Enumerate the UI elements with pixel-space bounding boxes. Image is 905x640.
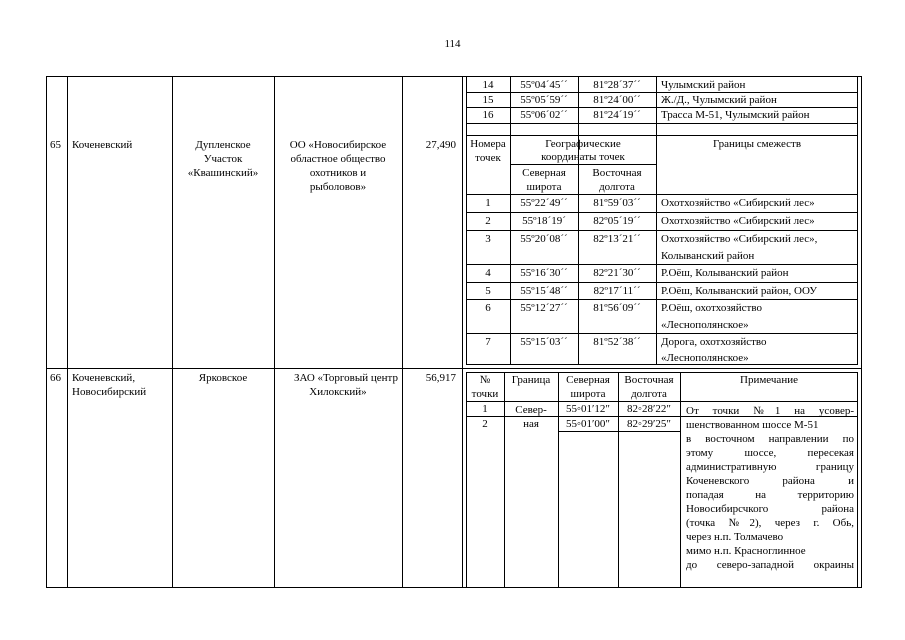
north-latitude: 55º12´27´´: [520, 302, 568, 314]
coord-row-line: [466, 264, 858, 265]
point-number: 15: [482, 94, 494, 106]
col-line: [462, 76, 463, 588]
north-latitude: 55º05´59´´: [520, 94, 568, 106]
north-latitude: 55º20´08´´: [520, 233, 568, 245]
header-geo: Географические: [545, 138, 621, 150]
note-line: От точки №1 на усовер-: [686, 405, 854, 417]
coord-row-line: [466, 333, 858, 334]
north-latitude: 55º06´02´´: [520, 109, 568, 121]
header-geo: координаты точек: [541, 151, 625, 163]
row65-area-line: Участок: [203, 153, 243, 165]
point-number: 3: [485, 233, 491, 245]
north-latitude: 55◦01′00″: [566, 418, 610, 430]
header-points: точек: [475, 152, 501, 164]
east-longitude: 82◦29′25″: [627, 418, 671, 430]
east-longitude: 81º24´19´´: [593, 109, 641, 121]
row65-district: Коченевский: [72, 139, 133, 151]
coord-row-line: [558, 431, 680, 432]
header-north: Северная: [566, 374, 610, 386]
row66-district: Коченевский,: [72, 372, 136, 384]
row66-user-line: ЗАО «Торговый центр: [293, 372, 398, 384]
coord-row-line: [466, 123, 858, 124]
border-description: Чулымский район: [661, 79, 746, 91]
header-east: Восточная: [624, 374, 674, 386]
point-number: 6: [485, 302, 491, 314]
row65-size: 27,490: [425, 139, 456, 151]
border-description: Р.Оёш, Колыванский район, ООУ: [661, 285, 818, 297]
row66-size: 56,917: [425, 372, 456, 384]
north-latitude: 55º22´49´´: [520, 197, 568, 209]
row65-number: 65: [50, 139, 61, 151]
border-description: Ж./Д., Чулымский район: [661, 94, 777, 106]
header-north: широта: [526, 181, 562, 193]
coord-row-line: [466, 299, 858, 300]
header-border: Граница: [511, 374, 551, 386]
north-latitude: 55º18´19´: [522, 215, 566, 227]
east-longitude: 81º24´00´´: [593, 94, 641, 106]
coord-row-line: [466, 212, 858, 213]
border-description: Трасса М-51, Чулымский район: [661, 109, 810, 121]
note-line: попадая на территорию: [686, 489, 854, 501]
border-type: ная: [523, 418, 539, 430]
note-line: Коченевского района и: [686, 475, 854, 487]
east-longitude: 81º52´38´´: [593, 336, 641, 348]
header-points: Номера: [470, 138, 506, 150]
border-description: Охотхозяйство «Сибирский лес»: [661, 215, 815, 227]
note-line: шенствованном шоссе М-51: [686, 419, 819, 431]
row66-number: 66: [50, 372, 61, 384]
note-line: в восточном направлении по: [686, 433, 854, 445]
point-number: 2: [485, 215, 491, 227]
coord-col-line: [656, 76, 657, 365]
coord-row-line: [466, 230, 858, 231]
point-number: 14: [482, 79, 494, 91]
border-description: Р.Оёш, охотхозяйство: [661, 302, 762, 314]
col-line: [67, 76, 68, 588]
border-description: Р.Оёш, Колыванский район: [661, 267, 789, 279]
row65-area-line: «Квашинский»: [187, 167, 259, 179]
header-border: Границы смежеств: [712, 138, 802, 150]
coord-col-line: [680, 372, 681, 588]
coord-row-line: [466, 282, 858, 283]
east-longitude: 82º05´19´´: [593, 215, 641, 227]
north-latitude: 55º15´03´´: [520, 336, 568, 348]
border-type: Север-: [515, 404, 547, 416]
point-number: 4: [485, 267, 491, 279]
border-description: «Леснополянское»: [661, 319, 749, 331]
north-latitude: 55º04´45´´: [520, 79, 568, 91]
row66-district: Новосибирский: [72, 386, 147, 398]
point-number: 1: [482, 403, 488, 415]
note-line: Новосибирсчкого района: [686, 503, 854, 515]
row65-area-line: Дупленское: [195, 139, 251, 151]
header-north: Северная: [522, 167, 566, 179]
east-longitude: 81º56´09´´: [593, 302, 641, 314]
header-east: Восточная: [592, 167, 642, 179]
page-number: 114: [444, 38, 461, 50]
point-number: 1: [485, 197, 491, 209]
east-longitude: 82º17´11´´: [593, 285, 641, 297]
row65-user-line: ОО «Новосибирское: [289, 139, 387, 151]
note-line: (точка №2), через г. Обь,: [686, 517, 854, 529]
border-description: Колыванский район: [661, 250, 755, 262]
note-line: до северо-западной окраины: [686, 559, 854, 571]
east-longitude: 82º13´21´´: [593, 233, 641, 245]
border-description: «Леснополянское»: [661, 352, 749, 364]
row65-user-line: охотников и: [309, 167, 367, 179]
header-east: долгота: [599, 181, 635, 193]
header-number: точки: [471, 388, 499, 400]
east-longitude: 82◦28′22″: [627, 403, 671, 415]
note-line: через н.п. Толмачево: [686, 531, 784, 543]
row65-user-line: рыболовов»: [309, 181, 367, 193]
row66-area: Ярковское: [198, 372, 248, 384]
header-north: широта: [570, 388, 606, 400]
north-latitude: 55◦01′12″: [566, 403, 610, 415]
point-number: 16: [482, 109, 494, 121]
row66-user-line: Хилокский»: [309, 386, 367, 398]
header-note: Примечание: [740, 374, 798, 386]
col-line: [402, 76, 403, 588]
note-line: административную границу: [686, 461, 854, 473]
header-number: №: [479, 374, 491, 386]
coord-row-line: [466, 135, 858, 136]
row-divider: [46, 368, 862, 369]
coord-subheader-line: [510, 164, 656, 165]
note-line: этому шоссе, пересекая: [686, 447, 854, 459]
north-latitude: 55º16´30´´: [520, 267, 568, 279]
coord-row-line: [466, 194, 858, 195]
east-longitude: 82º21´30´´: [593, 267, 641, 279]
header-east: долгота: [631, 388, 667, 400]
point-number: 2: [482, 418, 488, 430]
east-longitude: 81º59´03´´: [593, 197, 641, 209]
border-description: Дорога, охотхозяйство: [661, 336, 767, 348]
border-description: Охотхозяйство «Сибирский лес»,: [661, 233, 818, 245]
east-longitude: 81º28´37´´: [593, 79, 641, 91]
north-latitude: 55º15´48´´: [520, 285, 568, 297]
border-description: Охотхозяйство «Сибирский лес»: [661, 197, 815, 209]
point-number: 5: [485, 285, 491, 297]
row65-user-line: областное общество: [290, 153, 386, 165]
note-line: мимо н.п. Красноглинное: [686, 545, 806, 557]
point-number: 7: [485, 336, 491, 348]
